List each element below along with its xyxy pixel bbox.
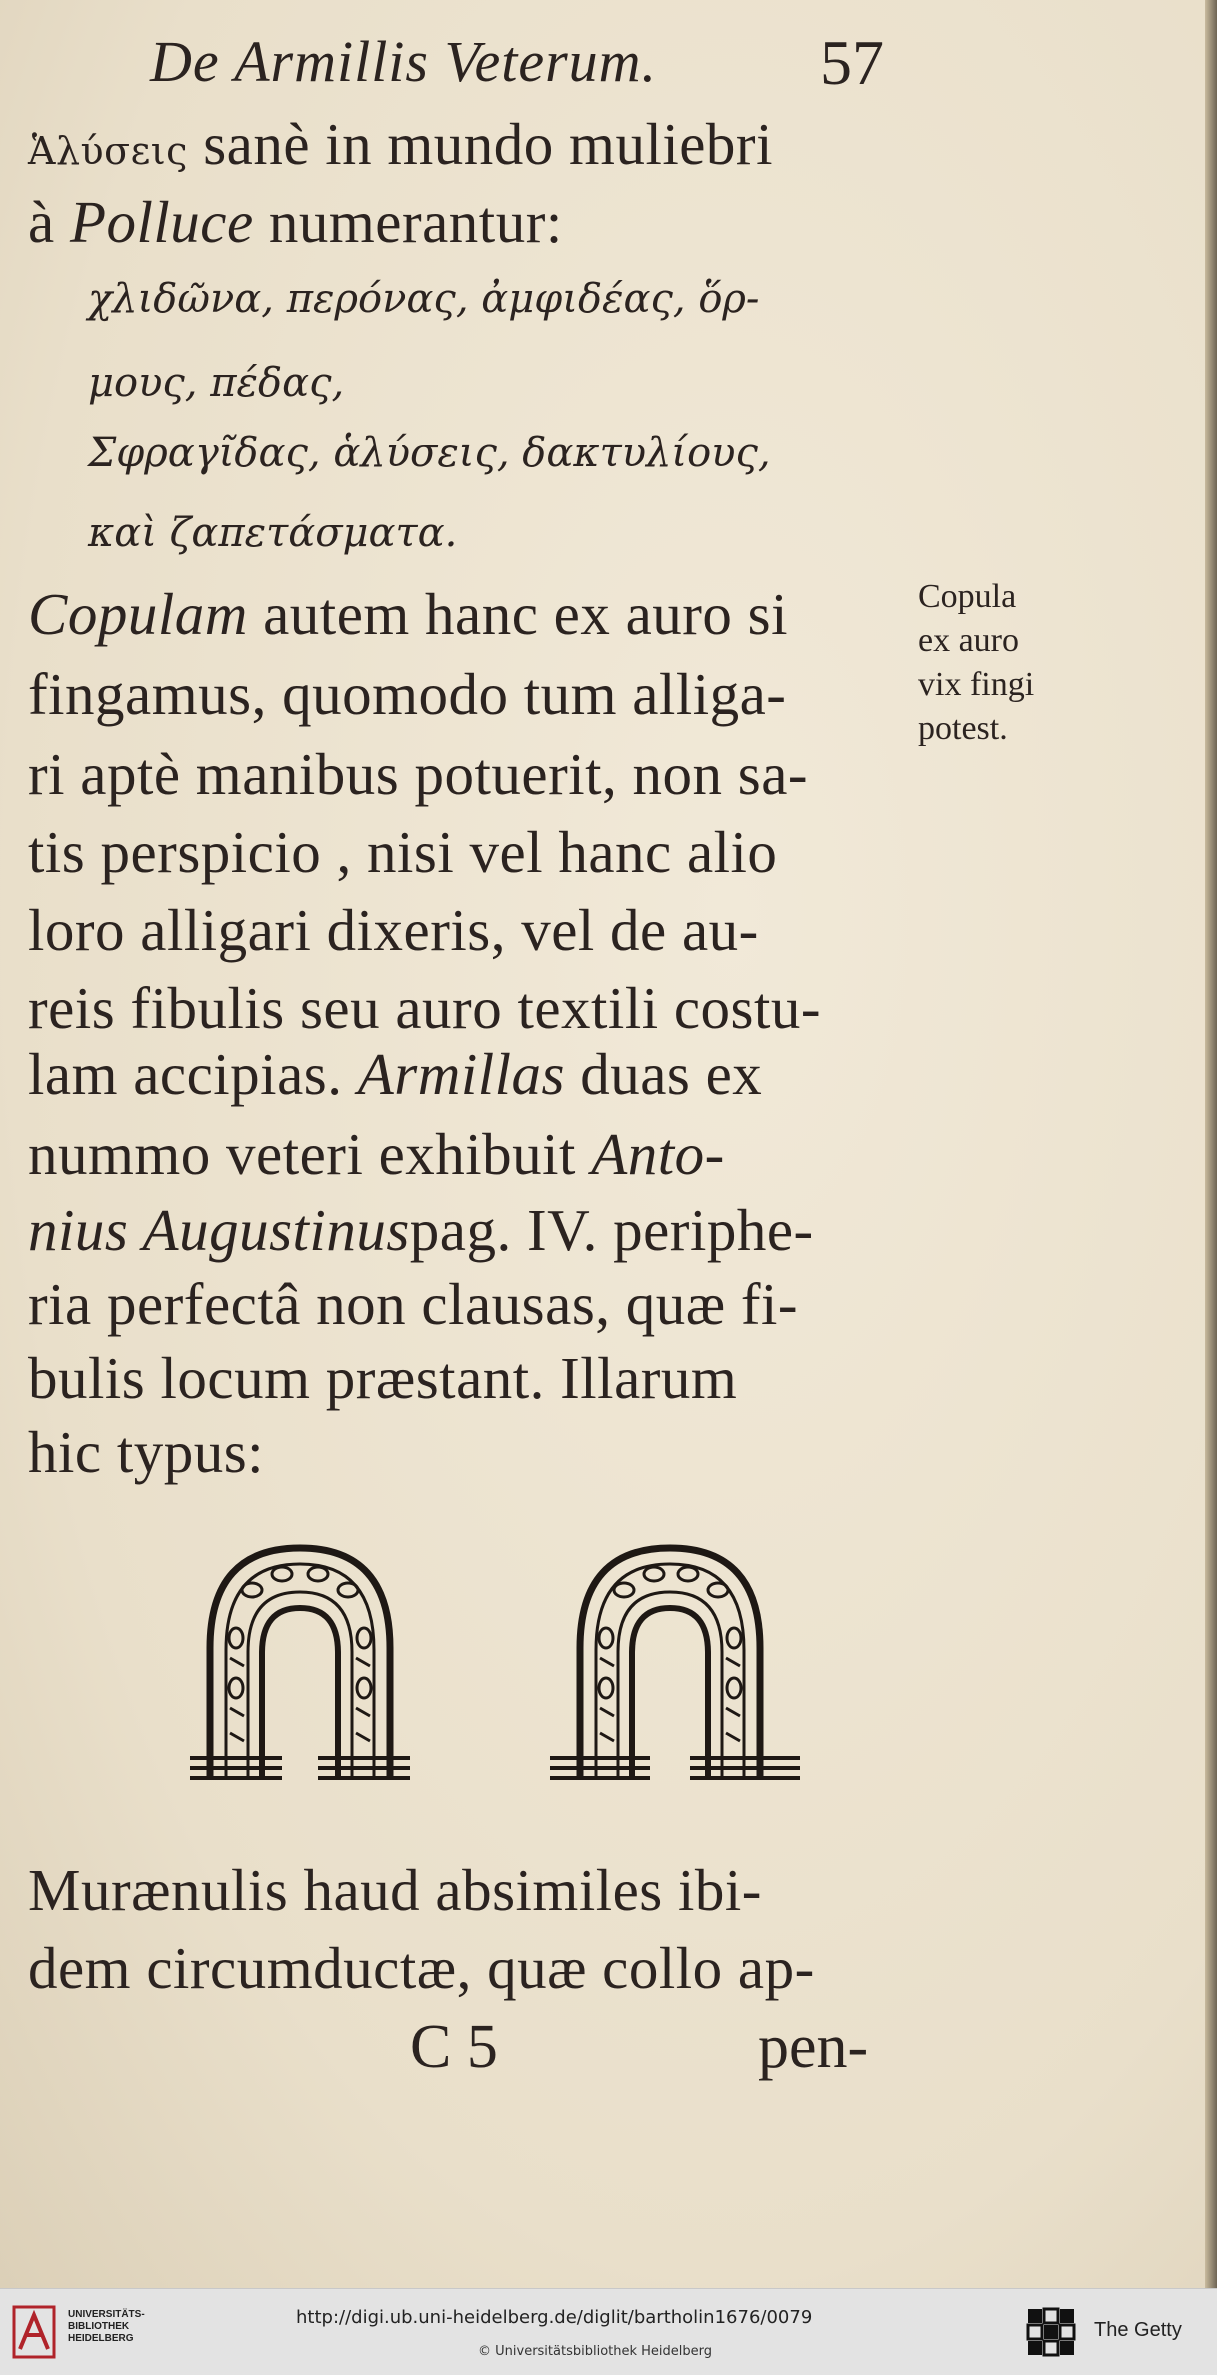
greek-line-1: χλιδῶνα, περόνας, ἀμφιδέας, ὅρ- [88,276,760,322]
body-line-16: ria perfectâ non clausas, quæ fi- [28,1271,799,1337]
text-post: autem hanc ex auro si [263,581,789,647]
body-line-9: ri aptè manibus potuerit, non sa- [28,741,809,807]
body-line-20: dem circumductæ, quæ collo ap- [28,1935,815,2001]
body-line-7 [28,580,788,649]
text-pre: à [28,189,55,255]
text-post: duas ex [580,1041,763,1107]
text-post: numerantur: [268,189,563,255]
italic-name: Anto- [591,1121,725,1187]
signature-mark: C 5 [410,2013,498,2081]
armilla-right [550,1548,800,1778]
body-line-19: Murænulis haud absimiles ibi- [28,1857,762,1923]
armilla-left [190,1548,410,1778]
body-line-18: hic typus: [28,1419,265,1485]
italic-name: Polluce [69,189,254,255]
italic-name: nius Augustinus [28,1197,410,1263]
margin-note-line-2: ex auro [918,622,1020,659]
greek-line-3: Σφραγῖδας, ἁλύσεις, δακτυλίους, [88,430,771,476]
italic-word: Armillas [357,1041,565,1107]
page-number: 57 [820,27,884,98]
margin-note-line-3: vix fingi [918,666,1035,703]
body-line-1 [28,110,773,179]
copyright-notice: © Universitätsbibliothek Heidelberg [478,2344,713,2359]
text-post: pag. IV. periphe- [409,1197,814,1263]
latin-text: sanè in mundo muliebri [203,111,773,177]
armillae-woodcut-figure [190,1538,830,1788]
university-logo-icon [12,2305,56,2359]
text-pre: nummo veteri exhibuit [28,1121,576,1187]
body-line-2 [28,188,563,257]
running-head: De Armillis Veterum. [150,29,658,94]
text-pre: lam accipias. [28,1041,343,1107]
margin-note-line-4: potest. [918,710,1008,747]
margin-note-line-1: Copula [918,578,1017,615]
body-line-17: bulis locum præstant. Illarum [28,1345,738,1411]
body-line-8: fingamus, quomodo tum alliga- [28,661,787,727]
body-line-12: reis fibulis seu auro textili costu- [28,975,822,1041]
greek-line-4: καὶ ζαπετάσματα. [88,510,458,556]
greek-word: Ἁλύσεις [28,129,188,173]
body-line-15 [28,1196,814,1265]
source-url-link[interactable]: http://digi.ub.uni-heidelberg.de/diglit/bartholin1676/0079 [296,2307,813,2328]
body-line-13 [28,1040,762,1109]
catchword: pen- [758,2013,869,2081]
getty-logo-icon [1026,2307,1076,2357]
university-name: UNIVERSITÄTS- BIBLIOTHEK HEIDELBERG [68,2309,145,2344]
getty-name: The Getty [1094,2319,1182,2341]
body-line-14 [28,1120,725,1189]
body-line-10: tis perspicio , nisi vel hanc alio [28,819,778,885]
page-edge-shadow [1205,0,1217,2288]
greek-line-2: μους, πέδας, [88,360,345,406]
body-line-11: loro alligari dixeris, vel de au- [28,897,759,963]
italic-word: Copulam [28,581,248,647]
footer-bar [0,2288,1217,2375]
